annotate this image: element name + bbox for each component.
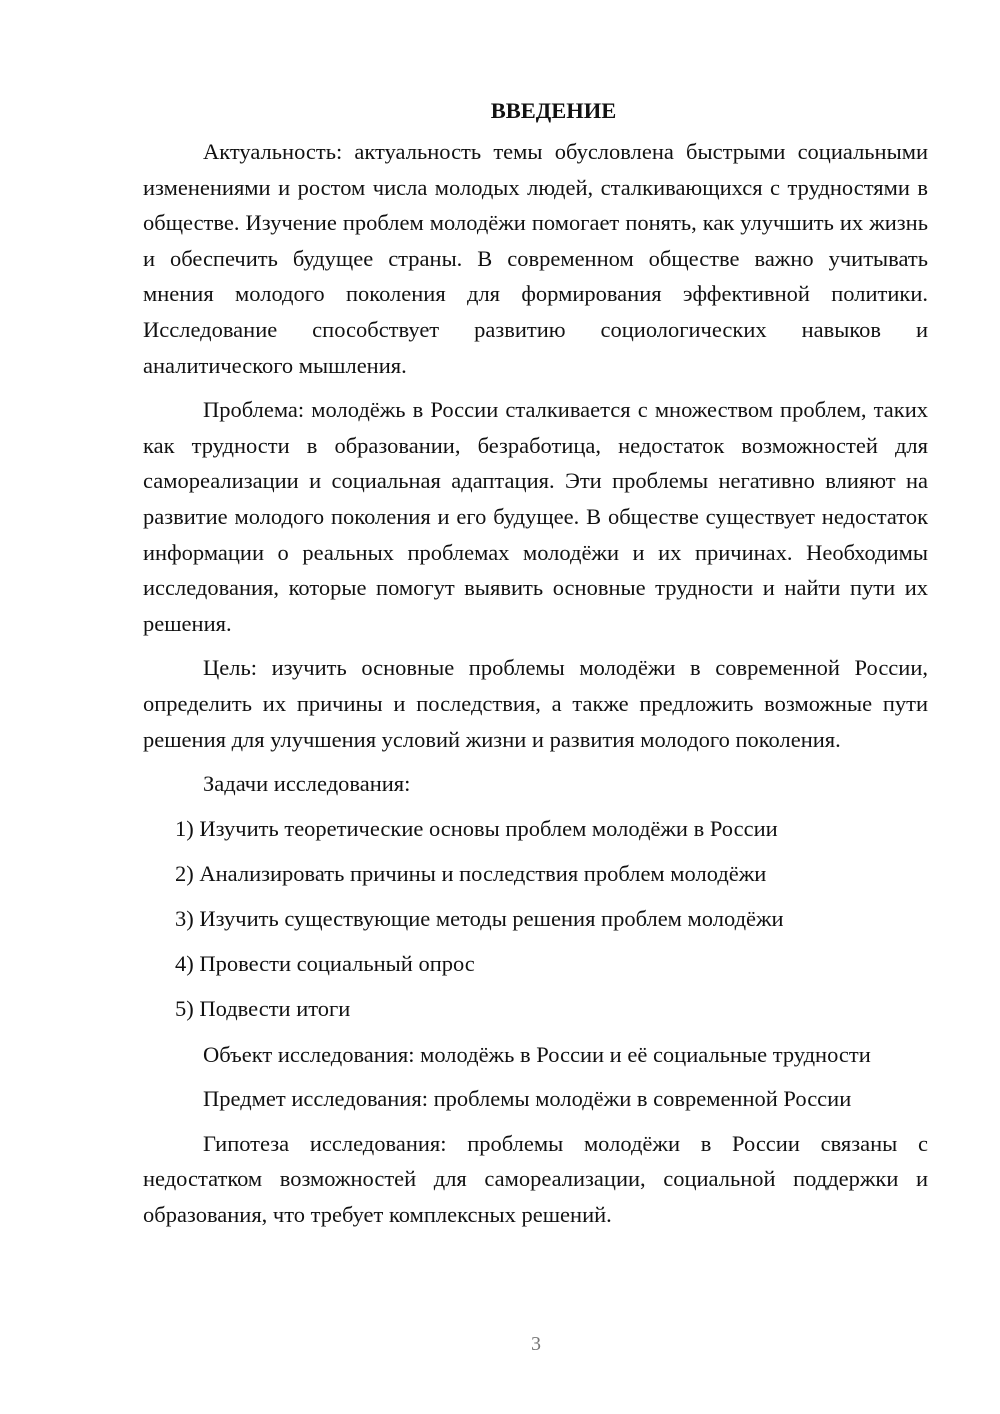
paragraph-subject: Предмет исследования: проблемы молодёжи в современной России	[203, 1086, 852, 1112]
list-item: 2) Анализировать причины и последствия проблем молодёжи	[175, 860, 767, 886]
page-number: 3	[531, 1333, 541, 1355]
list-item: 1) Изучить теоретические основы проблем молодёжи в России	[175, 815, 778, 841]
paragraph-hypothesis: Гипотеза исследования: проблемы молодёжи в России связаны с недостатком возможностей для самореализации, социальной поддержки и образования, что требует комплексных решений.	[143, 1130, 928, 1227]
page-content	[143, 96, 928, 1242]
tasks-heading: Задачи исследования:	[203, 771, 411, 797]
paragraph-object: Объект исследования: молодёжь в России и её социальные трудности	[203, 1041, 871, 1067]
list-item: 3) Изучить существующие методы решения проблем молодёжи	[175, 906, 784, 932]
list-item: 5) Подвести итоги	[175, 996, 351, 1022]
page-title: ВВЕДЕНИЕ	[490, 98, 617, 123]
list-item: 4) Провести социальный опрос	[175, 951, 475, 977]
paragraph-problem: Проблема: молодёжь в России сталкивается с множеством проблем, таких как трудности в образовании, безработица, недостаток возможностей для самореализации и социальная адаптация. Эти проблемы негативно влияют на развитие молодого поколения и его будущее. В обществе существует недостаток информации о реальных проблемах молодёжи и их причинах. Необходимы исследования, которые помогут выявить основные трудности и найти пути их решения.	[143, 397, 928, 636]
paragraph-goal: Цель: изучить основные проблемы молодёжи в современной России, определить их причины и последствия, а также предложить возможные пути решения для улучшения условий жизни и развития молодого поколения.	[143, 655, 928, 752]
tasks-list	[143, 811, 928, 1027]
paragraph-relevance: Актуальность: актуальность темы обусловлена быстрыми социальными изменениями и ростом числа молодых людей, сталкивающихся с трудностями в обществе. Изучение проблем молодёжи помогает понять, как улучшить их жизнь и обеспечить будущее страны. В современном обществе важно учитывать мнения молодого поколения для формирования эффективной политики. Исследование способствует развитию социологических навыков и аналитического мышления.	[143, 139, 928, 378]
